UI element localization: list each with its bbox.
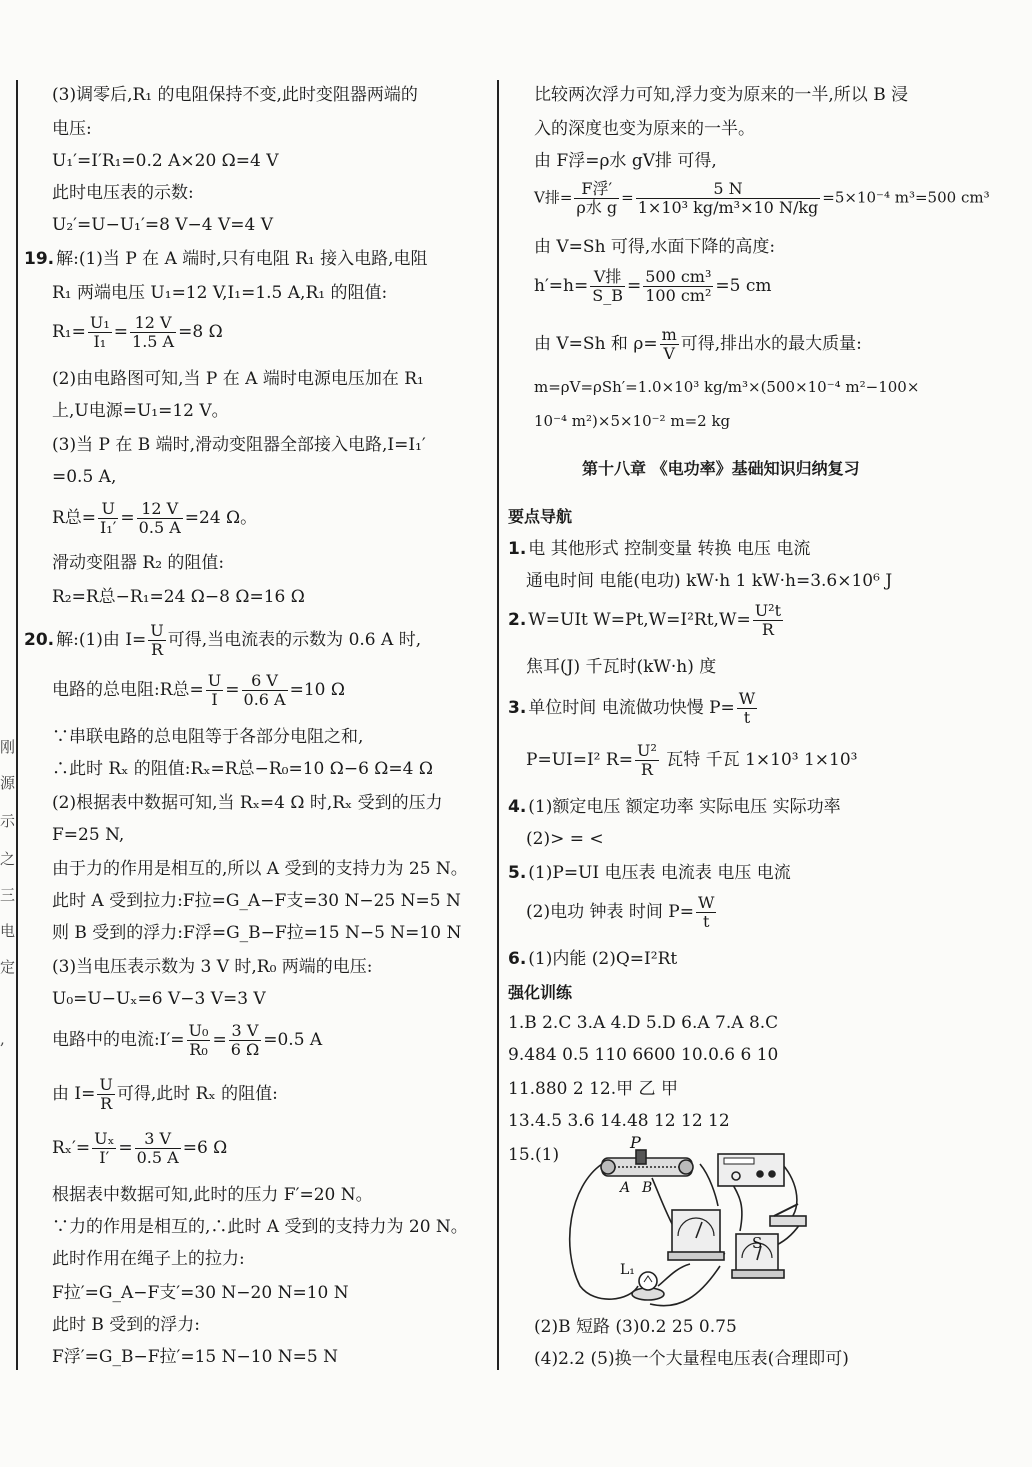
section-heading: 要点导航: [508, 507, 573, 526]
lamp-bulb: [639, 1272, 657, 1290]
text-line: (3)调零后,R₁ 的电阻保持不变,此时变阻器两端的: [52, 85, 418, 105]
text-line: 比较两次浮力可知,浮力变为原来的一半,所以 B 浸: [534, 85, 909, 105]
text-line: =0.5 A,: [52, 467, 117, 487]
fraction-equation: 电路中的电流:I′= $\frac{\text{U₀}}{\text{R₀}}$ = $\frac{3 V}{6 \Omega}$ =0.5 A: [52, 1021, 323, 1059]
label-S: S: [752, 1234, 763, 1252]
question-number: 20.: [24, 630, 55, 650]
voltmeter: [672, 1210, 720, 1254]
text-line: F=25 N,: [52, 825, 125, 845]
key-point-5: 5. (1)P=UI 电压表 电流表 电压 电流: [508, 863, 791, 883]
fraction-equation: V排= $\frac{\text{F浮′}}{\text{ρ水 g}}$ = $\frac{5 N}{\text{1×10³ kg/m³×10 N/kg}}$ =5×10⁻⁴ m³=500 cm³: [534, 179, 990, 217]
text-line: 根据表中数据可知,此时的压力 F′=20 N。: [52, 1185, 373, 1205]
column-divider: [497, 80, 499, 1370]
fraction-equation: R₁= $\frac{\text{U₁}}{\text{I₁}}$ = $\frac{12 V}{1.5 A}$ =8 Ω: [52, 313, 223, 351]
key-point-2: 2. W=UIt W=Pt,W=I²Rt,W= $\frac{\text{U²t}}{R}$: [508, 601, 782, 639]
key-point-6: 6. (1)内能 (2)Q=I²Rt: [508, 949, 678, 969]
rheostat-slider: [636, 1150, 646, 1164]
text-line: 由 F浮=ρ水 gV排 可得,: [534, 151, 717, 171]
equation-line: F浮′=G_B−F拉′=15 N−10 N=5 N: [52, 1347, 339, 1367]
label-L1: L₁: [620, 1262, 635, 1278]
wire: [730, 1180, 742, 1231]
equation-line: (2)电功 钟表 时间 P= $\frac{W}{t}$: [526, 893, 715, 931]
text-line: (2)> = <: [526, 829, 604, 849]
key-point-3: 3. 单位时间 电流做功快慢 P= $\frac{W}{t}$: [508, 689, 756, 727]
fraction-equation: h′=h= $\frac{\text{V排}}{S\_B}$ = $\frac{\text{500 cm³}}{\text{100 cm²}}$ =5 cm: [534, 267, 772, 305]
text-line: 由 V=Sh 可得,水面下降的高度:: [534, 237, 776, 257]
text-line: R₁ 两端电压 U₁=12 V,I₁=1.5 A,R₁ 的阻值:: [52, 283, 388, 303]
text-line: 此时电压表的示数:: [52, 183, 194, 203]
equation-line: U₂′=U−U₁′=8 V−4 V=4 V: [52, 215, 274, 235]
label-A: A: [620, 1180, 631, 1196]
equation-line: 则 B 受到的浮力:F浮=G_B−F拉=15 N−5 N=10 N: [52, 923, 462, 943]
fraction-equation: 电路的总电阻:R总= $\frac{U}{I}$ = $\frac{6 V}{0.6 A}$ =10 Ω: [52, 671, 345, 709]
chapter-title: 第十八章 《电功率》基础知识归纳复习: [582, 459, 860, 478]
wire: [650, 1266, 720, 1306]
text-line: (2)根据表中数据可知,当 Rₓ=4 Ω 时,Rₓ 受到的压力: [52, 793, 443, 813]
text-line: (3)当电压表示数为 3 V 时,R₀ 两端的电压:: [52, 957, 373, 977]
text-line: 上,U电源=U₁=12 V。: [52, 401, 229, 421]
equation-line: P=UI=I² R= $\frac{\text{U²}}{R}$ 瓦特 千瓦 1×10³ 1×10³: [526, 741, 858, 779]
fraction-equation: R总= $\frac{U}{\text{I₁′}}$ = $\frac{12 V}{0.5 A}$ =24 Ω。: [52, 499, 258, 537]
equation-line: F拉′=G_A−F支′=30 N−20 N=10 N: [52, 1283, 349, 1303]
wire: [700, 1164, 718, 1206]
text-line: ∵力的作用是相互的,∴此时 A 受到的支持力为 20 N。: [52, 1217, 468, 1237]
text-line: (3)当 P 在 B 端时,滑动变阻器全部接入电路,I=I₁′: [52, 435, 426, 455]
key-point-4: 4. (1)额定电压 额定功率 实际电压 实际功率: [508, 797, 841, 817]
fraction-equation: 由 I= $\frac{U}{R}$ 可得,此时 Rₓ 的阻值:: [52, 1075, 278, 1113]
text-line: 入的深度也变为原来的一半。: [534, 119, 755, 139]
equation-line: 此时 A 受到拉力:F拉=G_A−F支=30 N−25 N=5 N: [52, 891, 461, 911]
equation-line: R₂=R总−R₁=24 Ω−8 Ω=16 Ω: [52, 587, 305, 607]
text-line: 电压:: [52, 119, 92, 139]
answer-line: 9.484 0.5 110 6600 10.0.6 6 10: [508, 1045, 779, 1065]
question-19: 19. 解:(1)当 P 在 A 端时,只有电阻 R₁ 接入电路,电阻: [24, 249, 428, 269]
answer-line: 11.880 2 12.甲 乙 甲: [508, 1079, 678, 1099]
text-line: 通电时间 电能(电功) kW·h 1 kW·h=3.6×10⁶ J: [526, 571, 893, 591]
equation-line: U₀=U−Uₓ=6 V−3 V=3 V: [52, 989, 266, 1009]
text-line: ∴此时 Rₓ 的阻值:Rₓ=R总−R₀=10 Ω−6 Ω=4 Ω: [52, 759, 433, 779]
answer-line: 13.4.5 3.6 14.48 12 12 12: [508, 1111, 730, 1131]
label-B: B: [642, 1180, 653, 1196]
answer-line: (4)2.2 (5)换一个大量程电压表(合理即可): [534, 1349, 849, 1369]
question-20: 20. 解:(1)由 I= $\frac{U}{R}$ 可得,当电流表的示数为 0.6 A 时,: [24, 621, 422, 659]
equation-line: 10⁻⁴ m²)×5×10⁻² m=2 kg: [534, 412, 731, 430]
answer-line: 15.(1): [508, 1145, 560, 1165]
text-line: (2)由电路图可知,当 P 在 A 端时电源电压加在 R₁: [52, 369, 424, 389]
section-heading: 强化训练: [508, 983, 573, 1002]
circuit-diagram: [560, 1136, 810, 1316]
equation-line: U₁′=I′R₁=0.2 A×20 Ω=4 V: [52, 151, 279, 171]
switch-base: [770, 1216, 806, 1226]
text-line: ∵串联电路的总电阻等于各部分电阻之和,: [52, 727, 364, 747]
text-line: 此时 B 受到的浮力:: [52, 1315, 201, 1335]
key-point-1: 1. 电 其他形式 控制变量 转换 电压 电流: [508, 539, 811, 559]
text-line: 此时作用在绳子上的拉力:: [52, 1249, 245, 1269]
wire: [658, 1264, 690, 1286]
label-P: P: [630, 1136, 641, 1152]
left-margin-rule: [16, 80, 18, 1370]
question-number: 19.: [24, 249, 55, 269]
text-line: 焦耳(J) 千瓦时(kW·h) 度: [526, 657, 717, 677]
text-line: 滑动变阻器 R₂ 的阻值:: [52, 553, 225, 573]
fraction-equation: Rₓ′= $\frac{\text{Uₓ}}{I'}$ = $\frac{3 V}{0.5 A}$ =6 Ω: [52, 1129, 228, 1167]
equation-line: m=ρV=ρSh′=1.0×10³ kg/m³×(500×10⁻⁴ m²−100×: [534, 378, 920, 396]
answer-line: (2)B 短路 (3)0.2 25 0.75: [534, 1317, 737, 1337]
text-line: 由于力的作用是相互的,所以 A 受到的支持力为 25 N。: [52, 859, 468, 879]
answer-line: 1.B 2.C 3.A 4.D 5.D 6.A 7.A 8.C: [508, 1013, 779, 1033]
fraction-equation: 由 V=Sh 和 ρ= $\frac{m}{V}$ 可得,排出水的最大质量:: [534, 325, 862, 363]
